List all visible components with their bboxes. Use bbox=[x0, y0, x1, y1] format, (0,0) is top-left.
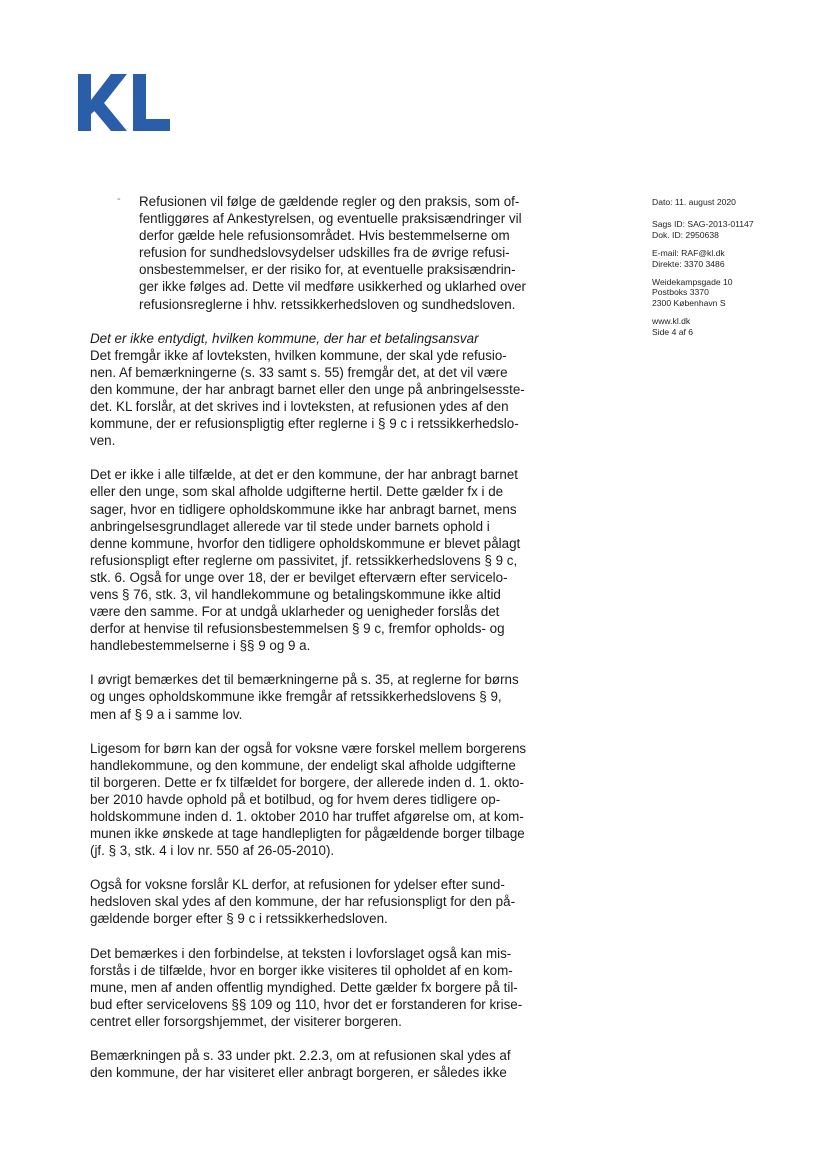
contact-info: E-mail: RAF@kl.dk Direkte: 3370 3486 bbox=[652, 248, 725, 269]
letter-date: Dato: 11. august 2020 bbox=[652, 197, 736, 207]
letter-sidebar bbox=[652, 197, 812, 345]
web-and-page-number: www.kl.dk Side 4 af 6 bbox=[652, 316, 694, 337]
letter-body bbox=[90, 193, 550, 1081]
postal-address: Weidekampsgade 10 Postboks 3370 2300 København S bbox=[652, 277, 733, 308]
bullet-item bbox=[90, 193, 550, 313]
kl-logo-mark bbox=[78, 74, 170, 132]
paragraph-1: Det fremgår ikke af lovteksten, hvilken kommune, der skal yde refusio- nen. Af bemærkningerne (s. 33 samt s. 55) fremgår det, at det vil være den kommune, der har anbragt barnet eller den unge på anbringelsesste- det. KL forslår, at det skrives ind i lovteksten, at refusionen ydes af den kommune, der er refusionspligtig efter reglerne i § 9 c i retssikkerhedslo- ven. bbox=[90, 347, 525, 449]
bullet-marker: - bbox=[117, 193, 121, 205]
section-heading: Det er ikke entydigt, hvilken kommune, der har et betalingsansvar bbox=[90, 330, 479, 346]
paragraph-5: Også for voksne forslår KL derfor, at refusionen for ydelser efter sund- hedsloven skal ydes af den kommune, der har refusionspligt for den på- gældende borger efter § 9 c i retssikkerhedsloven. bbox=[90, 877, 516, 927]
bullet-text: Refusionen vil følge de gældende regler og den praksis, som of- fentliggøres af Ankestyrelsen, og eventuelle praksisændringer vil derfor gælde hele refusionsområdet. Hvis bestemmelserne om refusion for sundhedslovsydelser udskilles fra de øvrige refusi- onsbestemmelser, er der risiko for, at eventuelle praksisændrin- ger ikke følges ad. Dette vil medføre usikkerhed og uklarhed over refusionsreglerne i hhv. retssikkerhedsloven og sundhedsloven. bbox=[139, 194, 527, 312]
case-ids: Sags ID: SAG-2013-01147 Dok. ID: 2950638 bbox=[652, 219, 754, 240]
paragraph-3: I øvrigt bemærkes det til bemærkningerne på s. 35, at reglerne for børns og unges opholdskommune ikke fremgår af retssikkerhedslovens § 9, men af § 9 a i samme lov. bbox=[90, 672, 519, 722]
paragraph-2: Det er ikke i alle tilfælde, at det er den kommune, der har anbragt barnet eller den unge, som skal afholde udgifterne hertil. Dette gælder fx i de sager, hvor en tidligere opholdskommune ikke har anbragt barnet, mens anbringelsesgrundlaget allerede var til stede under barnets ophold i denne kommune, hvorfor den tidligere opholdskommune er blevet pålagt refusionspligt efter reglerne om passivitet, jf. retssikkerhedslovens § 9 c, stk. 6. Også for unge over 18, der er bevilget efterværn efter servicelo- vens § 76, stk. 3, vil handlekommune og betalingskommune ikke altid være den samme. For at undgå uklarheder og uenigheder forslås det derfor at henvise til refusionsbestemmelsen § 9 c, fremfor opholds- og handlebestemmelserne i §§ 9 og 9 a. bbox=[90, 467, 521, 654]
paragraph-6: Det bemærkes i den forbindelse, at teksten i lovforslaget også kan mis- forstås i de tilfælde, hvor en borger ikke visiteres til opholdet af en kom- mune, men af anden offentlig myndighed. Dette gælder fx borgere på til- bud efter servicelovens §§ 109 og 110, hvor det er forstanderen for krise- centret eller forsorgshjemmet, der visiterer borgeren. bbox=[90, 945, 523, 1029]
paragraph-4: Ligesom for børn kan der også for voksne være forskel mellem borgerens handlekommune, og den kommune, der endeligt skal afholde udgifterne til borgeren. Dette er fx tilfældet for borgere, der allerede inden d. 1. okto- ber 2010 havde ophold på et botilbud, og for hvem deres tidligere op- holdskommune inden d. 1. oktober 2010 har truffet afgørelse om, at kom- munen ikke ønskede at tage handlepligten for pågældende borger tilbage (jf. § 3, stk. 4 i lov nr. 550 af 26-05-2010). bbox=[90, 740, 527, 859]
kl-logo bbox=[78, 74, 170, 132]
paragraph-7: Bemærkningen på s. 33 under pkt. 2.2.3, om at refusionen skal ydes af den kommune, der har visiteret eller anbragt borgeren, er således ikke bbox=[90, 1048, 511, 1081]
